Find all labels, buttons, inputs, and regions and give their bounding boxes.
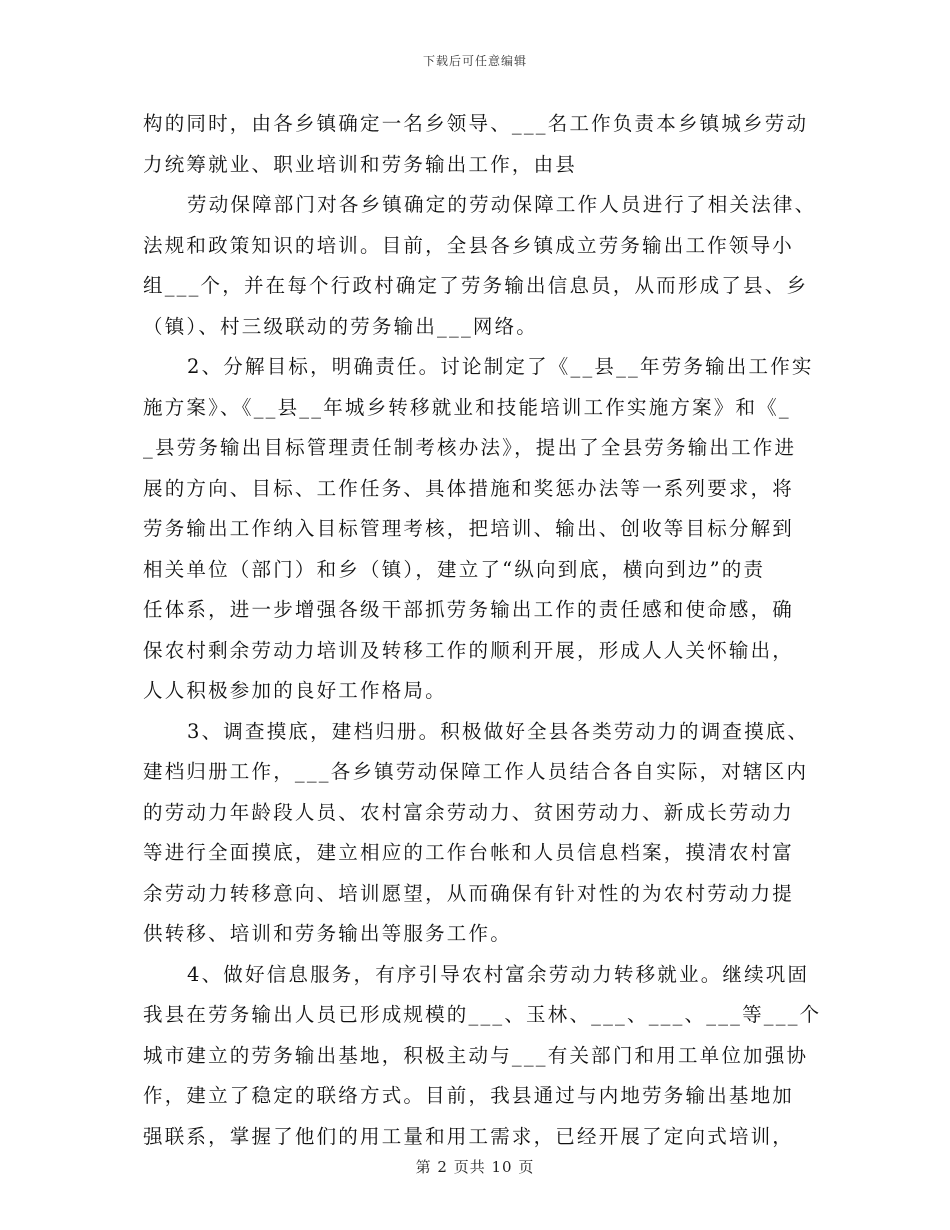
text-line: 作，建立了稳定的联络方式。目前，我县通过与内地劳务输出基地加 [143,1084,795,1107]
document-body [143,104,822,1157]
text-line: 的劳动力年龄段人员、农村富余劳动力、贫困劳动力、新成长劳动力 [143,800,795,824]
page-footer: 第 2 页共 10 页 [415,1158,535,1176]
text-line: 4、做好信息服务，有序引导农村富余劳动力转移就业。继续巩固 [187,962,810,986]
text-line: 劳动保障部门对各乡镇确定的劳动保障工作人员进行了相关法律、 [187,193,817,216]
text-line: 展的方向、目标、工作任务、具体措施和奖惩办法等一系列要求，将 [143,476,795,500]
text-line: 任体系，进一步增强各级干部抓劳务输出工作的责任感和使命感，确 [143,598,795,621]
text-line: 2、分解目标，明确责任。讨论制定了《__县__年劳务输出工作实 [187,355,814,378]
text-line: _县劳务输出目标管理责任制考核办法》，提出了全县劳务输出工作进 [143,436,797,459]
text-line: 保农村剩余劳动力培训及转移工作的顺利开展，形成人人关怀输出， [143,638,795,662]
text-line: 人人积极参加的良好工作格局。 [143,679,447,702]
text-line: 等进行全面摸底，建立相应的工作台帐和人员信息档案，摸清农村富 [143,841,795,864]
text-line: 建档归册工作，___各乡镇劳动保障工作人员结合各自实际，对辖区内 [143,760,809,783]
text-line: 组___个，并在每个行政村确定了劳务输出信息员，从而形成了县、乡 [143,274,809,297]
text-line: 相关单位（部门）和乡（镇），建立了“纵向到底，横向到边”的责 [143,557,766,581]
text-line: 城市建立的劳务输出基地，积极主动与___有关部门和用工单位加强协 [143,1043,809,1067]
text-line: （镇）、村三级联动的劳务输出___网络。 [143,314,539,338]
text-line: 构的同时，由各乡镇确定一名乡领导、___名工作负责本乡镇城乡劳动 [143,112,809,135]
text-line: 我县在劳务输出人员已形成规模的___、玉林、___、___、___等___个 [143,1003,822,1026]
text-line: 3、调查摸底，建档归册。积极做好全县各类劳动力的调查摸底、 [187,719,810,743]
text-line: 力统筹就业、职业培训和劳务输出工作，由县 [143,152,578,176]
text-line: 劳务输出工作纳入目标管理考核，把培训、输出、创收等目标分解到 [143,517,795,540]
page-header: 下载后可任意编辑 [422,54,527,68]
text-line: 供转移、培训和劳务输出等服务工作。 [143,922,512,945]
text-line: 强联系，掌握了他们的用工量和用工需求，已经开展了定向式培训， [143,1124,795,1148]
text-line: 施方案》、《__县__年城乡转移就业和技能培训工作实施方案》和《_ [143,395,791,419]
text-line: 法规和政策知识的培训。目前，全县各乡镇成立劳务输出工作领导小 [143,233,795,257]
text-line: 余劳动力转移意向、培训愿望，从而确保有针对性的为农村劳动力提 [143,881,795,905]
